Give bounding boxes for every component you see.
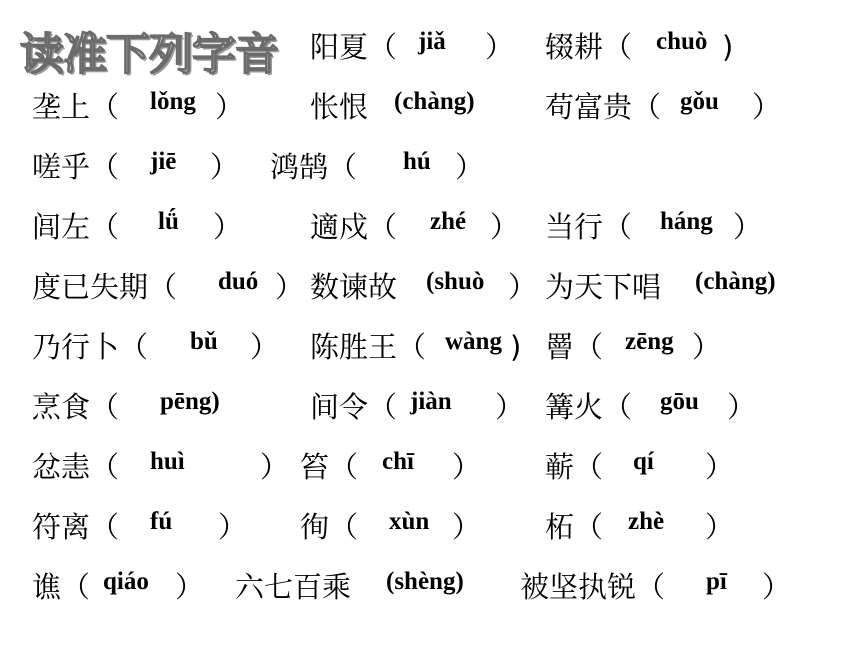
item-pinyin: háng bbox=[660, 208, 713, 235]
item-pinyin: (chàng) bbox=[394, 88, 475, 115]
item-close-paren: ） bbox=[213, 210, 243, 244]
item-pinyin: jiǎ bbox=[418, 28, 446, 55]
item-close-paren: ） bbox=[215, 90, 245, 124]
item-word: 嗟乎（ bbox=[32, 150, 120, 184]
item-word: 闾左（ bbox=[32, 210, 120, 244]
item-word: 鸿鹄（ bbox=[270, 150, 358, 184]
item-pinyin: zēng bbox=[625, 328, 674, 355]
item-close-paren: ） bbox=[508, 270, 538, 304]
item-word: 柘（ bbox=[545, 510, 604, 544]
item-close-paren: ） bbox=[733, 210, 763, 244]
item-pinyin: zhè bbox=[628, 508, 665, 535]
item-word: 烹食（ bbox=[32, 390, 120, 424]
item-close-paren: ） bbox=[452, 510, 482, 544]
item-close-paren: ） bbox=[762, 570, 792, 604]
item-word: 笞（ bbox=[300, 450, 359, 484]
item-pinyin: gǒu bbox=[680, 88, 719, 115]
item-close-paren: ) bbox=[722, 30, 734, 64]
item-pinyin: pī bbox=[706, 568, 727, 595]
item-pinyin: lǒng bbox=[150, 88, 196, 115]
item-word: 適戍（ bbox=[310, 210, 398, 244]
item-pinyin: wàng bbox=[445, 328, 502, 355]
item-close-paren: ） bbox=[495, 390, 525, 424]
item-word: 蕲（ bbox=[545, 450, 604, 484]
item-pinyin: duó bbox=[218, 268, 259, 295]
item-pinyin: bǔ bbox=[190, 328, 218, 355]
item-close-paren: ） bbox=[485, 30, 515, 64]
item-word: 度已失期（ bbox=[32, 270, 178, 304]
item-pinyin: xùn bbox=[389, 508, 430, 535]
item-pinyin: huì bbox=[150, 448, 185, 475]
item-close-paren: ） bbox=[705, 450, 735, 484]
item-word: 六七百乘 bbox=[235, 570, 352, 604]
item-pinyin: gōu bbox=[660, 388, 699, 415]
item-pinyin: jiē bbox=[150, 148, 177, 175]
item-word: 篝火（ bbox=[545, 390, 633, 424]
item-close-paren: ） bbox=[275, 270, 305, 304]
item-word: 为天下唱 bbox=[545, 270, 662, 304]
item-close-paren: ） bbox=[175, 570, 205, 604]
item-word: 阳夏（ bbox=[310, 30, 398, 64]
item-word: 徇（ bbox=[300, 510, 359, 544]
item-close-paren: ） bbox=[260, 450, 290, 484]
item-pinyin: chī bbox=[382, 448, 414, 475]
item-close-paren: ） bbox=[490, 210, 520, 244]
item-word: 怅恨 bbox=[310, 90, 369, 124]
item-word: 忿恚（ bbox=[32, 450, 120, 484]
item-pinyin: (shèng) bbox=[386, 568, 464, 595]
item-word: 陈胜王（ bbox=[310, 330, 427, 364]
item-close-paren: ） bbox=[752, 90, 782, 124]
item-close-paren: ） bbox=[727, 390, 757, 424]
item-pinyin: hú bbox=[403, 148, 431, 175]
item-pinyin: qiáo bbox=[103, 568, 149, 595]
item-pinyin: lǘ bbox=[158, 208, 179, 235]
item-close-paren: ） bbox=[250, 330, 280, 364]
item-word: 垄上（ bbox=[32, 90, 120, 124]
page-title: 读准下列字音 bbox=[20, 29, 278, 80]
item-pinyin: qí bbox=[633, 448, 654, 475]
item-close-paren: ） bbox=[210, 150, 240, 184]
item-word: 被坚执锐（ bbox=[520, 570, 666, 604]
item-word: 间令（ bbox=[310, 390, 398, 424]
item-word: 符离（ bbox=[32, 510, 120, 544]
item-pinyin: zhé bbox=[430, 208, 467, 235]
item-word: 当行（ bbox=[545, 210, 633, 244]
item-pinyin: (chàng) bbox=[695, 268, 776, 295]
item-word: 苟富贵（ bbox=[545, 90, 662, 124]
item-close-paren: ） bbox=[452, 450, 482, 484]
item-pinyin: fú bbox=[150, 508, 173, 535]
item-word: 罾（ bbox=[545, 330, 604, 364]
item-close-paren: ） bbox=[705, 510, 735, 544]
item-word: 数谏故 bbox=[310, 270, 398, 304]
item-pinyin: (shuò bbox=[426, 268, 485, 295]
item-pinyin: pēng) bbox=[160, 388, 220, 415]
item-close-paren: ） bbox=[692, 330, 722, 364]
item-pinyin: chuò bbox=[656, 28, 708, 55]
item-word: 谯（ bbox=[32, 570, 91, 604]
item-close-paren: ） bbox=[455, 150, 485, 184]
item-pinyin: jiàn bbox=[410, 388, 452, 415]
item-word: 辍耕（ bbox=[545, 30, 633, 64]
item-close-paren: ） bbox=[218, 510, 248, 544]
item-close-paren: ) bbox=[510, 330, 522, 364]
item-word: 乃行卜（ bbox=[32, 330, 149, 364]
